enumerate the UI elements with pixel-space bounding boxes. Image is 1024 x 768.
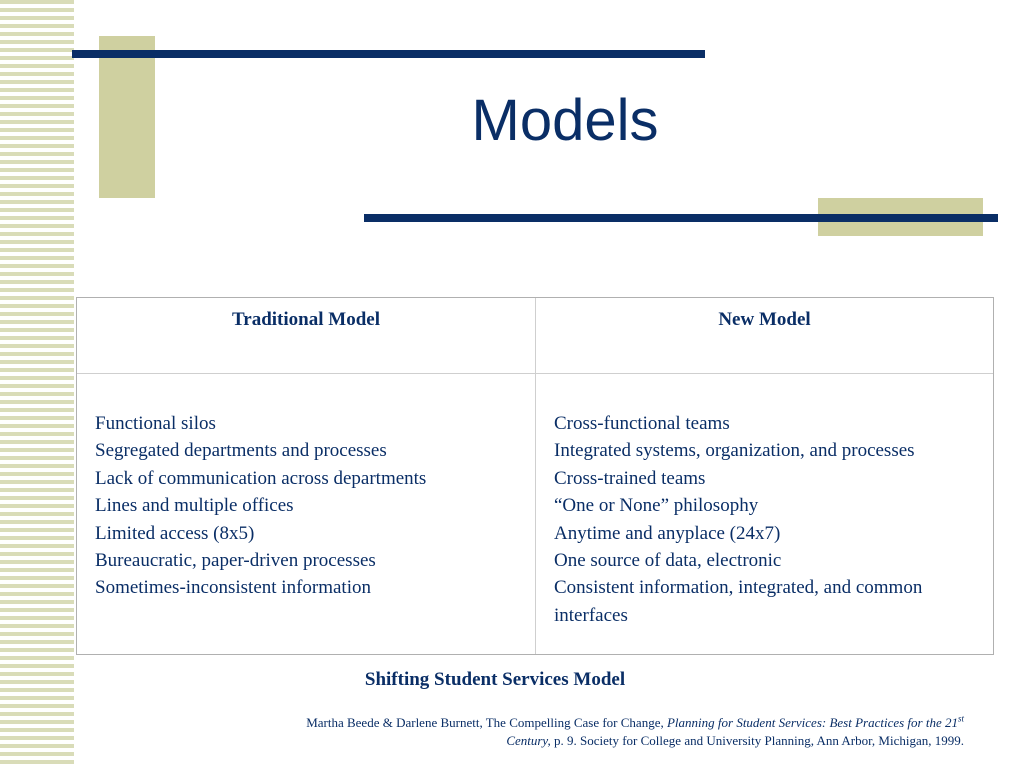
source-citation <box>264 714 964 750</box>
list-item: “One or None” philosophy <box>554 495 759 517</box>
table-caption: Shifting Student Services Model <box>364 669 626 690</box>
decorative-navy-bar-top <box>72 50 705 58</box>
header-traditional-model: Traditional Model <box>77 298 536 374</box>
citation-details: p. 9. Society for College and University Planning, Ann Arbor, Michigan, 1999. <box>550 733 964 748</box>
list-item: Cross-functional teams <box>554 413 730 434</box>
list-item: Consistent information, integrated, and common interfaces <box>554 577 923 626</box>
list-item: Lack of communication across departments <box>95 467 427 489</box>
new-model-list <box>536 374 993 654</box>
slide-title: Models <box>471 88 659 153</box>
list-item: Functional silos <box>95 413 216 434</box>
list-item: Bureaucratic, paper-driven processes <box>95 550 376 572</box>
list-item: Integrated systems, organization, and processes <box>554 440 915 462</box>
list-item: One source of data, electronic <box>554 550 782 572</box>
list-item: Limited access (8x5) <box>95 522 255 544</box>
citation-book-title: Planning for Student Services: Best Practices for the 21st Century, <box>506 713 964 748</box>
header-new-model: New Model <box>536 298 993 374</box>
list-item: Cross-trained teams <box>554 467 706 489</box>
left-stripe-border <box>0 0 74 768</box>
decorative-olive-block-top <box>99 36 155 198</box>
decorative-navy-bar-bottom <box>364 214 998 222</box>
traditional-model-list <box>77 374 536 654</box>
list-item: Sometimes-inconsistent information <box>95 577 371 599</box>
list-item: Segregated departments and processes <box>95 440 387 462</box>
models-comparison-table <box>76 297 994 655</box>
citation-authors: Martha Beede & Darlene Burnett, The Compelling Case for Change, <box>306 715 667 730</box>
list-item: Lines and multiple offices <box>95 495 294 517</box>
list-item: Anytime and anyplace (24x7) <box>554 522 781 544</box>
citation-superscript: st <box>957 713 964 724</box>
